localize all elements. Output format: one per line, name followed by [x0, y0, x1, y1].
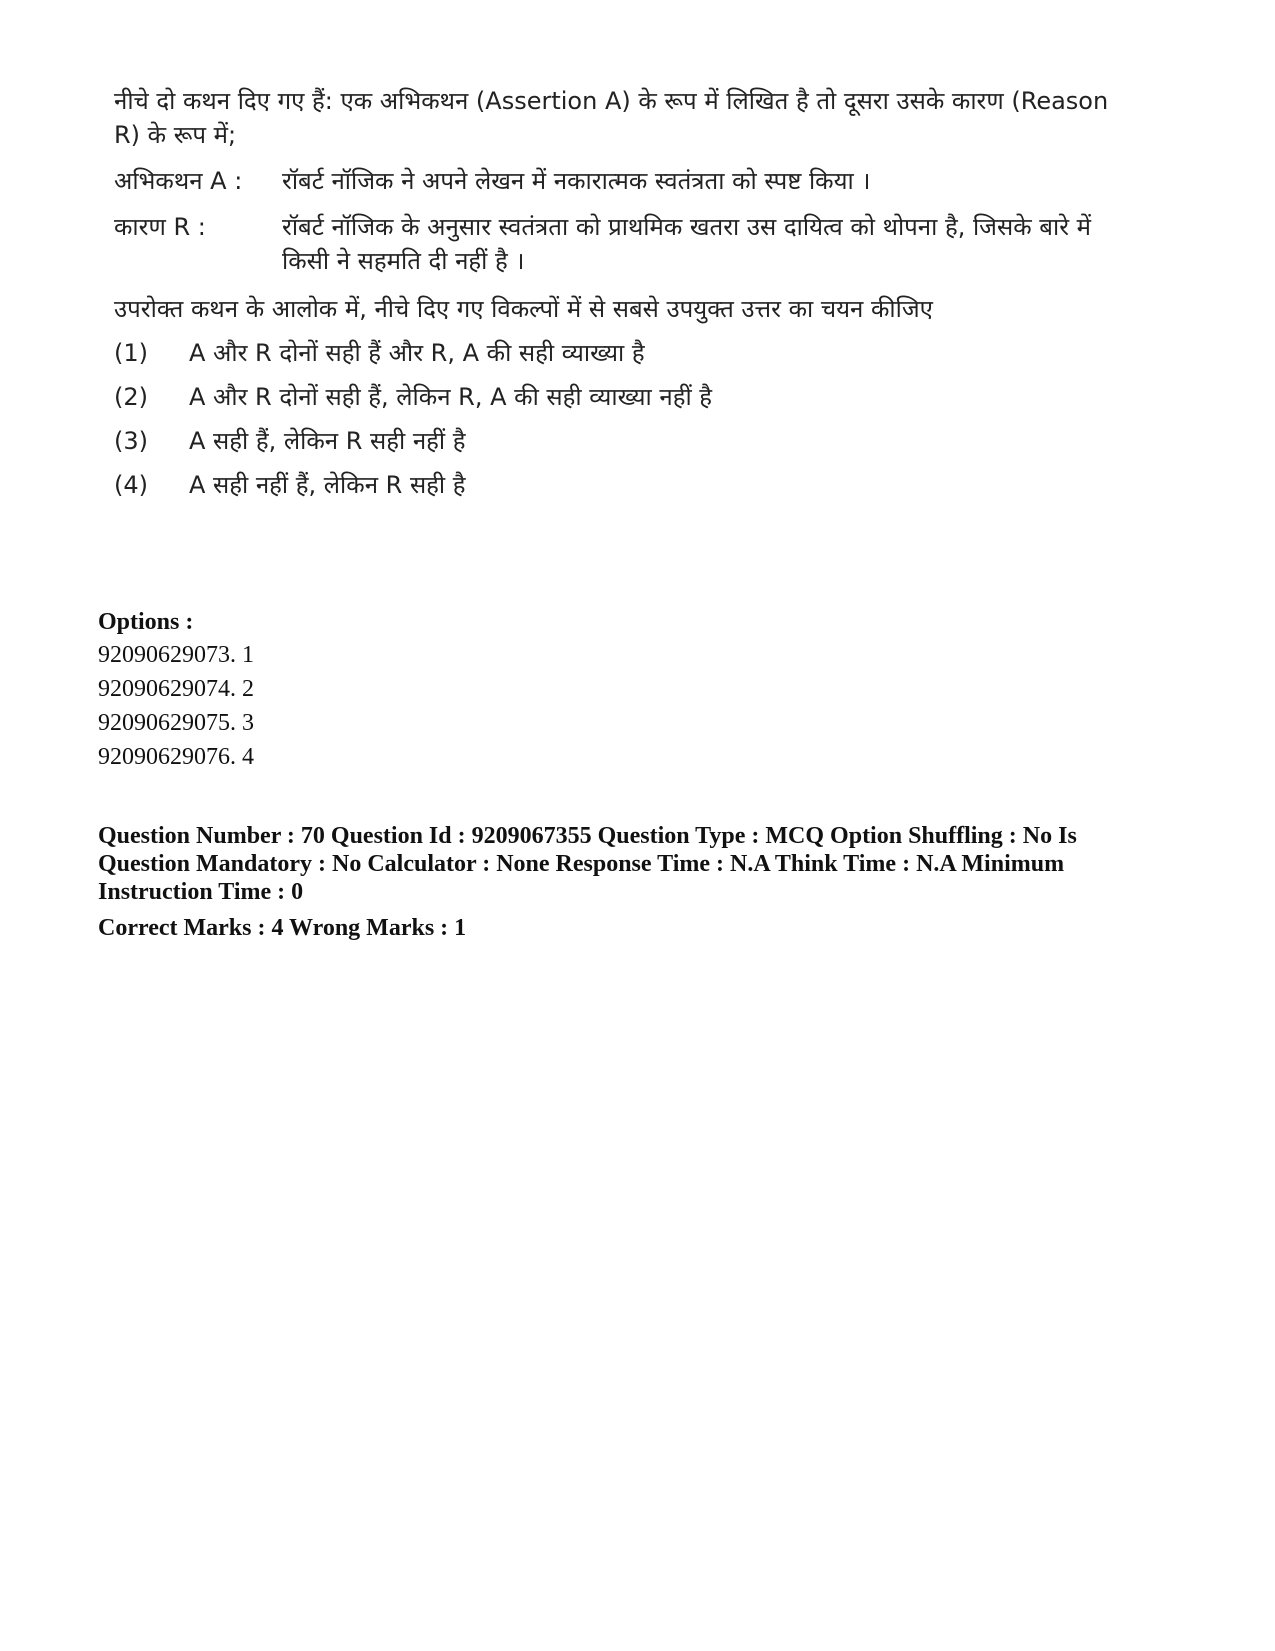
question-instruction: उपरोक्त कथन के आलोक में, नीचे दिए गए विकल्पों में से सबसे उपयुक्त उत्तर का चयन कीजिए	[114, 295, 933, 323]
question-intro: नीचे दो कथन दिए गए हैं: एक अभिकथन (Assertion A) के रूप में लिखित है तो दूसरा उसके कारण (Reason R) के रूप में;	[114, 87, 1109, 149]
options-section	[98, 606, 254, 774]
choice-item	[114, 424, 1114, 458]
question-meta-line: Question Number : 70 Question Id : 9209067355 Question Type : MCQ Option Shuffling : No Is	[98, 823, 1077, 849]
option-item: 92090629074. 2	[98, 676, 254, 702]
assertion-label: अभिकथन A :	[114, 167, 243, 195]
question-meta-section	[98, 822, 1138, 942]
reason-label: कारण R :	[114, 213, 206, 241]
choice-text: A सही नहीं हैं, लेकिन R सही है	[189, 471, 466, 499]
choice-item	[114, 380, 1114, 414]
choice-number: (1)	[114, 339, 148, 367]
option-item: 92090629076. 4	[98, 744, 254, 770]
choice-text: A और R दोनों सही हैं और R, A की सही व्याख्या है	[189, 339, 645, 367]
choice-item	[114, 336, 1114, 370]
option-item: 92090629073. 1	[98, 642, 254, 668]
choice-number: (2)	[114, 383, 148, 411]
marks-line: Correct Marks : 4 Wrong Marks : 1	[98, 915, 467, 941]
assertion-text: रॉबर्ट नॉजिक ने अपने लेखन में नकारात्मक स्वतंत्रता को स्पष्ट किया ।	[282, 167, 871, 195]
option-item: 92090629075. 3	[98, 710, 254, 736]
choice-text: A और R दोनों सही हैं, लेकिन R, A की सही व्याख्या नहीं है	[189, 383, 713, 411]
reason-text: रॉबर्ट नॉजिक के अनुसार स्वतंत्रता को प्राथमिक खतरा उस दायित्व को थोपना है, जिसके बारे में किसी ने सहमति दी नहीं है ।	[282, 213, 1091, 275]
reason-row	[114, 210, 1114, 278]
options-heading: Options :	[98, 609, 194, 635]
question-meta-line: Question Mandatory : No Calculator : None Response Time : N.A Think Time : N.A Minimum	[98, 851, 1065, 877]
choice-number: (4)	[114, 471, 148, 499]
question-meta-line: Instruction Time : 0	[98, 879, 304, 905]
choice-item	[114, 468, 1114, 502]
assertion-row	[114, 164, 1114, 198]
question-image-block	[114, 84, 1114, 502]
choice-number: (3)	[114, 427, 148, 455]
choice-text: A सही हैं, लेकिन R सही नहीं है	[189, 427, 466, 455]
